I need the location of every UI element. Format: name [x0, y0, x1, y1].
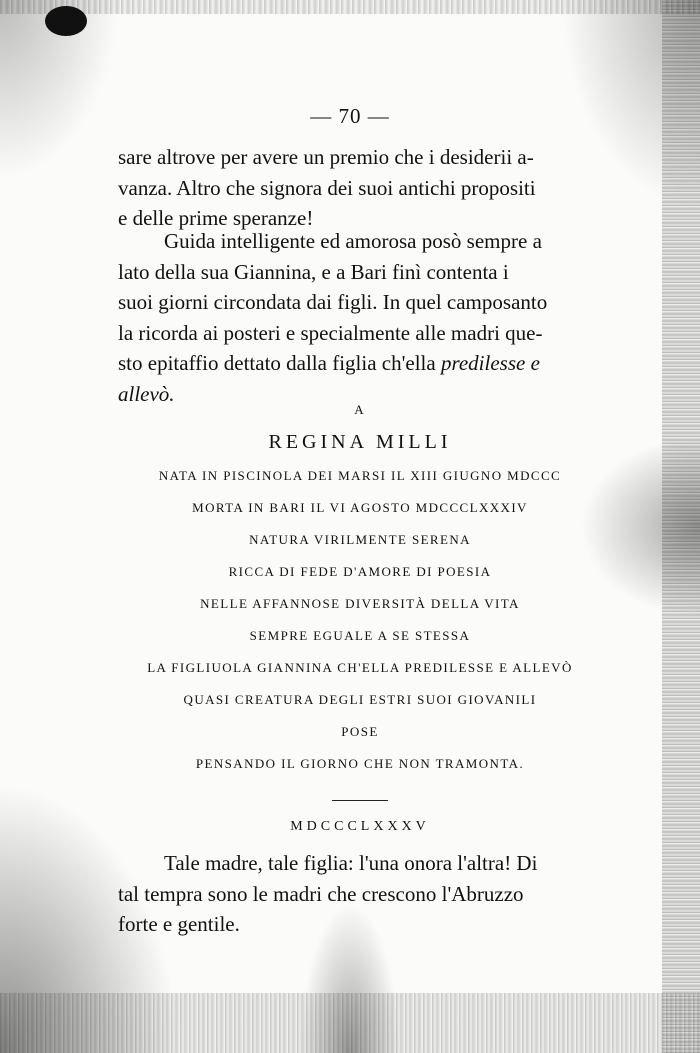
- paragraph-line: forte e gentile.: [118, 912, 240, 936]
- epitaph-line: SEMPRE EGUALE A SE STESSA: [249, 628, 471, 643]
- paragraph-line: lato della sua Giannina, e a Bari finì contenta i: [118, 259, 509, 284]
- epitaph: [118, 400, 602, 835]
- divider-rule: [332, 800, 388, 801]
- epitaph-year: MDCCCLXXXV: [290, 819, 430, 834]
- paragraph-line: suoi giorni circondata dai figli. In quel camposanto: [118, 290, 548, 314]
- paragraph-line: e delle prime speranze!: [118, 206, 314, 230]
- paragraph-line: la ricorda ai posteri e specialmente alle madri que-: [118, 320, 543, 345]
- paragraph-line: vanza. Altro che signora dei suoi antichi propositi: [118, 175, 536, 200]
- epitaph-dedication: A: [354, 402, 366, 417]
- paragraph-line: tal tempra sono le madri che crescono l'Abruzzo: [118, 881, 524, 906]
- epitaph-line: PENSANDO IL GIORNO CHE NON TRAMONTA.: [195, 756, 525, 771]
- epitaph-line: NATURA VIRILMENTE SERENA: [249, 532, 471, 547]
- page-edge-right: [662, 0, 700, 1053]
- epitaph-line: POSE: [341, 724, 379, 739]
- epitaph-line: NELLE AFFANNOSE DIVERSITÀ DELLA VITA: [200, 596, 520, 611]
- paragraph-3: [118, 848, 598, 940]
- epitaph-line: RICCA DI FEDE D'AMORE DI POESIA: [228, 564, 492, 579]
- paragraph-1: [118, 142, 598, 234]
- page-edge-bottom: [0, 993, 700, 1053]
- paragraph-2: [118, 226, 598, 409]
- epitaph-line: LA FIGLIUOLA GIANNINA CH'ELLA PREDILESSE E ALLEVÒ: [147, 660, 573, 675]
- paragraph-line: [118, 348, 598, 379]
- paragraph-text: sto epitaffio dettato dalla figlia ch'ella: [118, 351, 441, 375]
- paragraph-line: Tale madre, tale figlia: l'una onora l'altra! Di: [164, 851, 538, 875]
- ink-blot: [45, 6, 87, 36]
- page-number: — 70 —: [310, 104, 390, 128]
- paragraph-line: sare altrove per avere un premio che i desiderii a-: [118, 145, 534, 169]
- epitaph-name: REGINA MILLI: [268, 431, 452, 453]
- italic-text: predilesse e: [440, 351, 540, 375]
- epitaph-line: QUASI CREATURA DEGLI ESTRI SUOI GIOVANILI: [183, 692, 537, 707]
- paragraph-line: Guida intelligente ed amorosa posò sempre a: [164, 229, 542, 253]
- epitaph-line: NATA IN PISCINOLA DEI MARSI IL XIII GIUGNO MDCCC: [158, 468, 562, 483]
- page-edge-top: [0, 0, 700, 14]
- epitaph-line: MORTA IN BARI IL VI AGOSTO MDCCCLXXXIV: [192, 500, 528, 515]
- italic-text: allevò.: [118, 381, 175, 406]
